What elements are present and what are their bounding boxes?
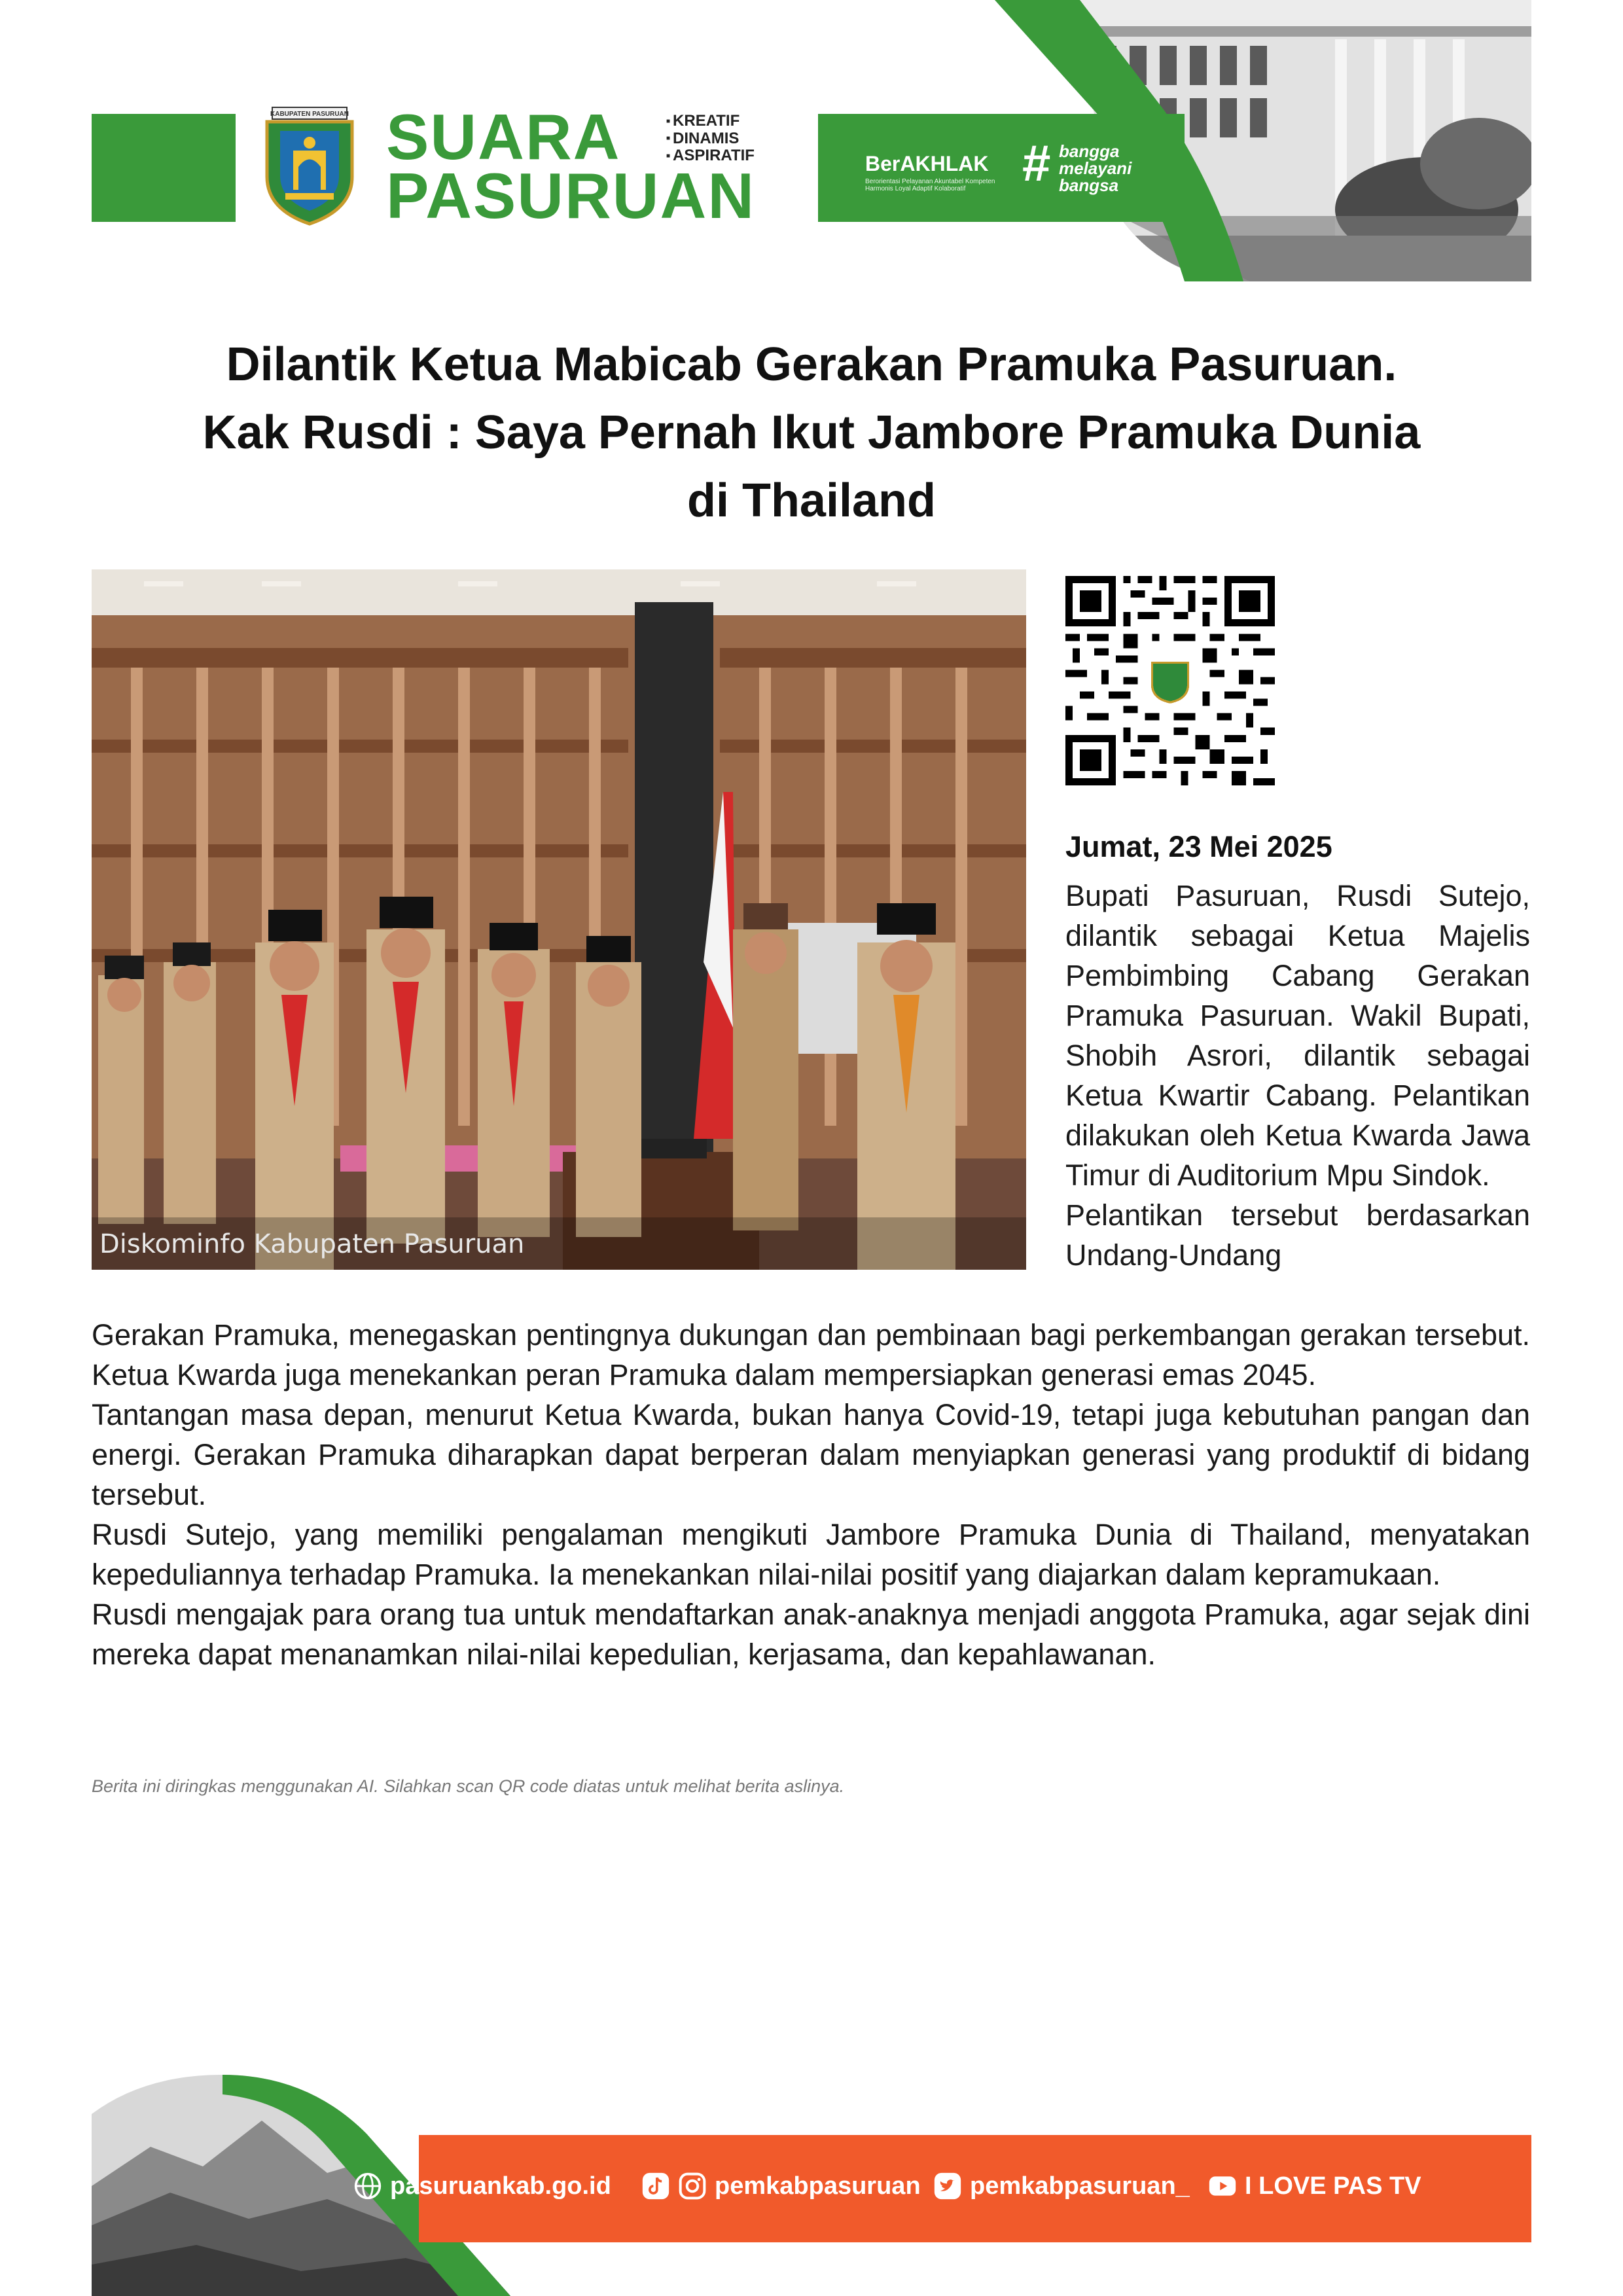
tagline-item: ■ DINAMIS [666,130,755,148]
twitter-handle: pemkabpasuruan_ [970,2172,1190,2200]
tagline-item: ■ ASPIRATIF [666,147,755,165]
youtube-channel: I LOVE PAS TV [1245,2172,1421,2200]
photo-caption: Diskominfo Kabupaten Pasuruan [99,1229,525,1259]
tiktok-instagram-handle: pemkabpasuruan [715,2172,921,2200]
slogan-line: bangsa [1059,175,1119,195]
title-line: di Thailand [687,475,936,527]
paragraph-1: Bupati Pasuruan, Rusdi Sutejo, dilantik sebagai Ketua Majelis Pembimbing Cabang Gerakan Pramuka Pasuruan. Wakil Bupati, Shobih Asrori, dilantik sebagai Ketua Kwartir Cabang. Pelantikan dilakukan oleh Ketua Kwarda Jawa Timur di Auditorium Mpu Sindok. [1065,879,1530,1192]
paragraph-2-continued: Gerakan Pramuka, menegaskan pentingnya dukungan dan pembinaan bagi perkembangan gerakan tersebut. Ketua Kwarda juga menekankan peran Pramuka dalam mempersiapkan generasi emas 2045. [92,1318,1530,1391]
pasuruan-crest-logo [260,105,359,226]
article-paragraphs-full [92,1315,1530,1674]
website-label: pasuruankab.go.id [390,2172,611,2200]
paragraph-5: Rusdi mengajak para orang tua untuk mendaftarkan anak-anaknya menjadi anggota Pramuka, agar sejak dini mereka dapat menanamkan nilai-nilai kepedulian, kerjasama, dan kepahlawanan. [92,1598,1530,1671]
slogan-line: melayani [1059,158,1132,178]
tagline-item: ■ KREATIF [666,113,755,130]
paragraph-3: Tantangan masa depan, menurut Ketua Kwarda, bukan hanya Covid-19, tetapi juga kebutuhan pangan dan energi. Gerakan Pramuka diharapkan dapat berperan dalam menyiapkan generasi yang produktif di bidang tersebut. [92,1398,1530,1511]
instagram-icon [678,2172,707,2200]
footer-tiktok-instagram-link[interactable] [641,2172,921,2200]
globe-icon [353,2172,382,2200]
berakhlak-logo-text: BerAKHLAK [865,152,989,175]
berakhlak-subtitle: Berorientasi Pelayanan Akuntabel Kompeten Harmonis Loyal Adaptif Kolaboratif [865,178,995,192]
slogan-line: bangga [1059,141,1120,161]
article-paragraph-right [1065,876,1530,1275]
brand-title-pasuruan: PASURUAN [386,160,756,232]
brand-taglines [666,113,755,165]
paragraph-2-start: Pelantikan tersebut berdasarkan Undang-Undang [1065,1198,1530,1272]
article-date: Jumat, 23 Mei 2025 [1065,830,1332,863]
inauguration-photo [92,569,1026,1270]
footer-twitter-link[interactable] [933,2172,1190,2200]
article-title [92,331,1531,535]
svg-text:KABUPATEN PASURUAN: KABUPATEN PASURUAN [270,111,349,118]
ai-disclaimer: Berita ini diringkas menggunakan AI. Silahkan scan QR code diatas untuk melihat berita aslinya. [92,1776,845,1796]
brand-title-suara: SUARA [386,101,621,173]
twitter-icon [933,2172,962,2200]
header-green-bar-left [92,114,236,222]
title-line: Dilantik Ketua Mabicab Gerakan Pramuka Pasuruan. [226,338,1397,391]
hashtag-icon: # [1022,134,1051,192]
youtube-icon [1208,2172,1237,2200]
paragraph-4: Rusdi Sutejo, yang memiliki pengalaman mengikuti Jambore Pramuka Dunia di Thailand, menyatakan kepeduliannya terhadap Pramuka. Ia menekankan nilai-nilai positif yang diajarkan dalam kepramukaan. [92,1518,1530,1591]
title-line: Kak Rusdi : Saya Pernah Ikut Jambore Pramuka Dunia [202,406,1421,459]
footer-youtube-link[interactable] [1208,2172,1421,2200]
slogan-bangga-melayani-bangsa [1059,143,1132,194]
footer-website-link[interactable] [353,2172,611,2200]
qr-code-icon[interactable] [1065,576,1275,785]
tiktok-icon [641,2172,670,2200]
